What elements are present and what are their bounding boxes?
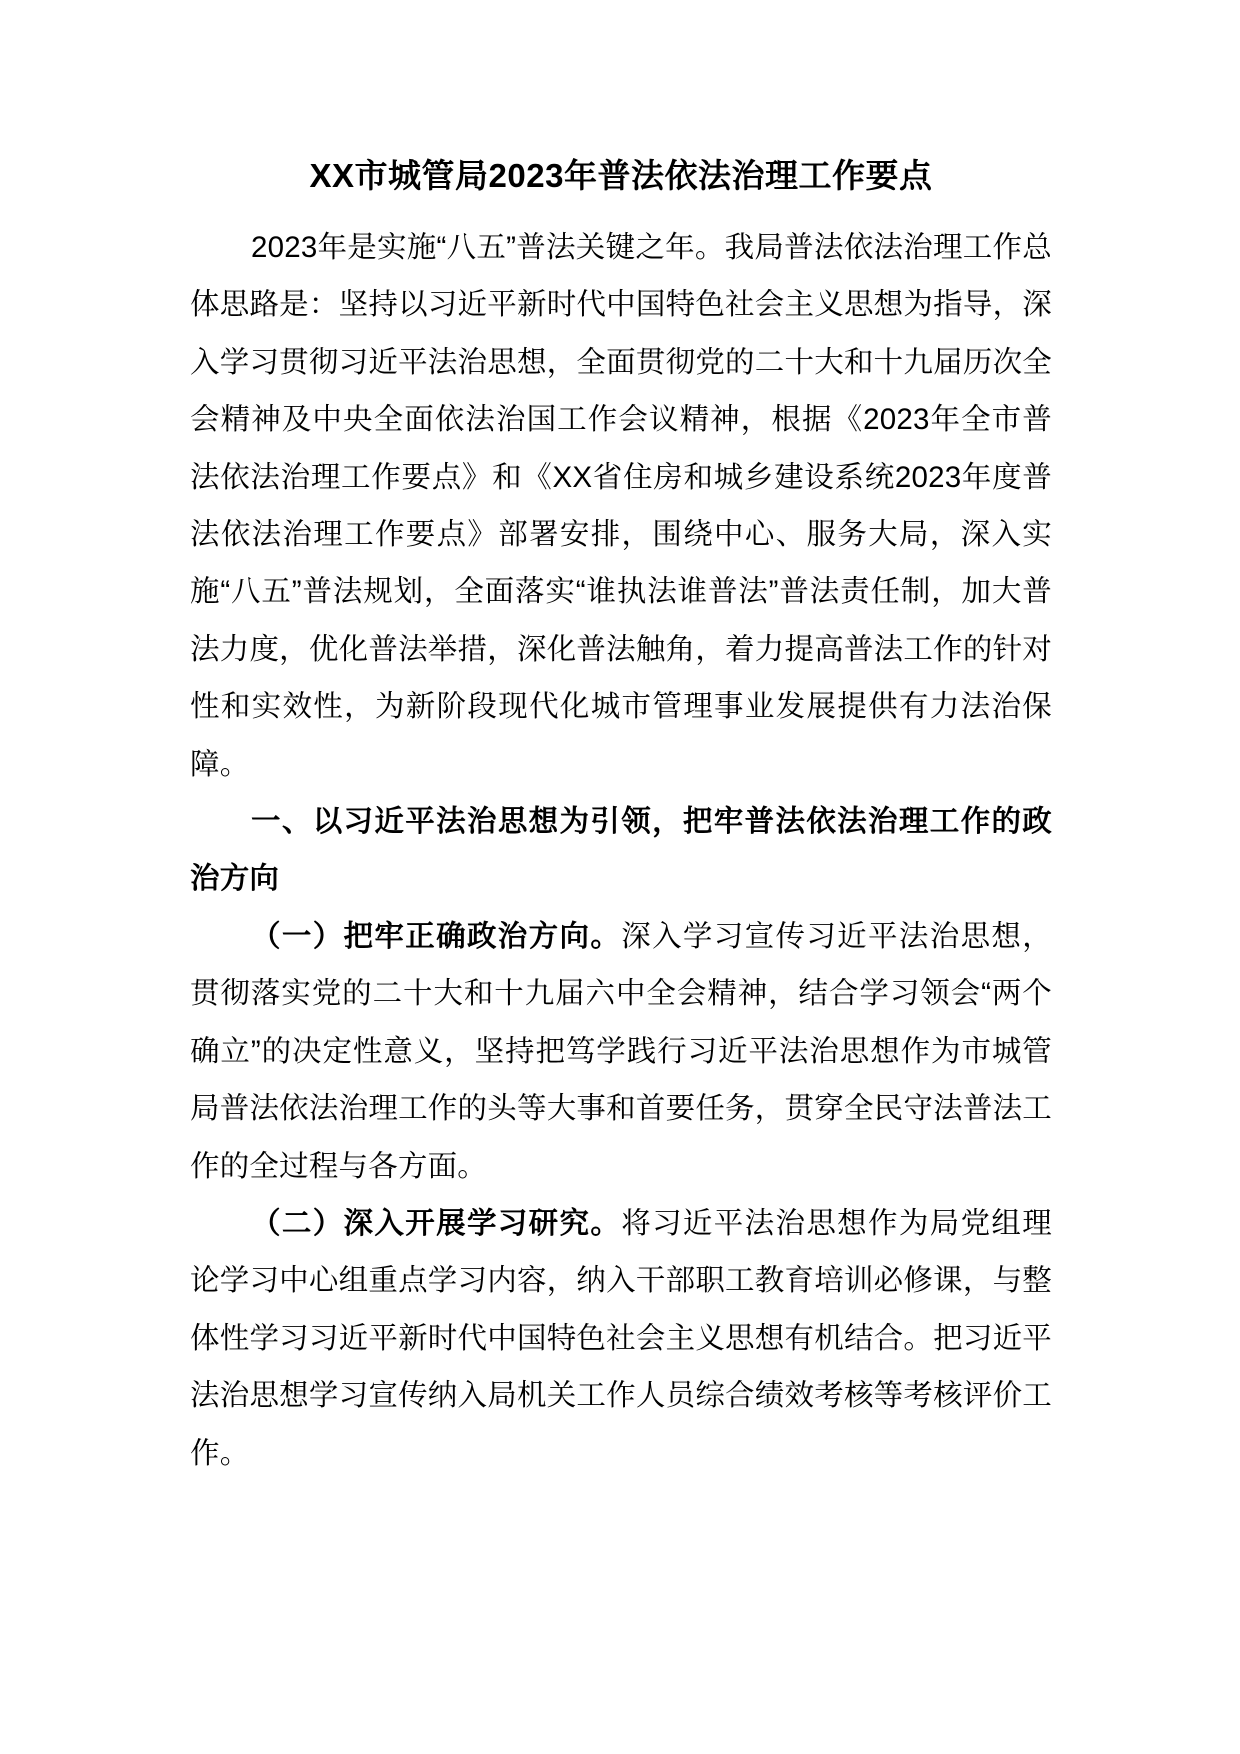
subsection-two-lead-label: （二）深入开展学习研究。 <box>251 1206 622 1240</box>
section-heading-one: 一、以习近平法治思想为引领，把牢普法依法治理工作的政治方向 <box>190 805 1052 896</box>
subsection-one-body-text: 深入学习宣传习近平法治思想，贯彻落实党的二十大和十九届六中全会精神，结合学习领会“两个确立”的决定性意义，坚持把笃学践行习近平法治思想作为市城管局普法依法治理工作的头等大事和首要任务，贯穿全民守法普法工作的全过程与各方面。 <box>190 919 1052 1183</box>
subsection-two-body-text: 将习近平法治思想作为局党组理论学习中心组重点学习内容，纳入干部职工教育培训必修课，与整体性学习习近平新时代中国特色社会主义思想有机结合。把习近平法治思想学习宣传纳入局机关工作人员综合绩效考核等考核评价工作。 <box>190 1206 1052 1470</box>
subsection-one-paragraph <box>190 908 1052 1195</box>
subsection-one-lead-label: （一）把牢正确政治方向。 <box>251 919 622 953</box>
intro-paragraph: 2023年是实施“八五”普法关键之年。我局普法依法治理工作总体思路是：坚持以习近平新时代中国特色社会主义思想为指导，深入学习贯彻习近平法治思想，全面贯彻党的二十大和十九届历次全会精神及中央全面依法治国工作会议精神，根据《2023年全市普法依法治理工作要点》和《XX省住房和城乡建设系统2023年度普法依法治理工作要点》部署安排，围绕中心、服务大局，深入实施“八五”普法规划，全面落实“谁执法谁普法”普法责任制，加大普法力度，优化普法举措，深化普法触角，着力提高普法工作的针对性和实效性，为新阶段现代化城市管理事业发展提供有力法治保障。 <box>190 231 1052 781</box>
page-title: XX市城管局2023年普法依法治理工作要点 <box>309 157 933 194</box>
subsection-two-paragraph <box>190 1195 1052 1482</box>
document-content <box>190 0 1052 1482</box>
